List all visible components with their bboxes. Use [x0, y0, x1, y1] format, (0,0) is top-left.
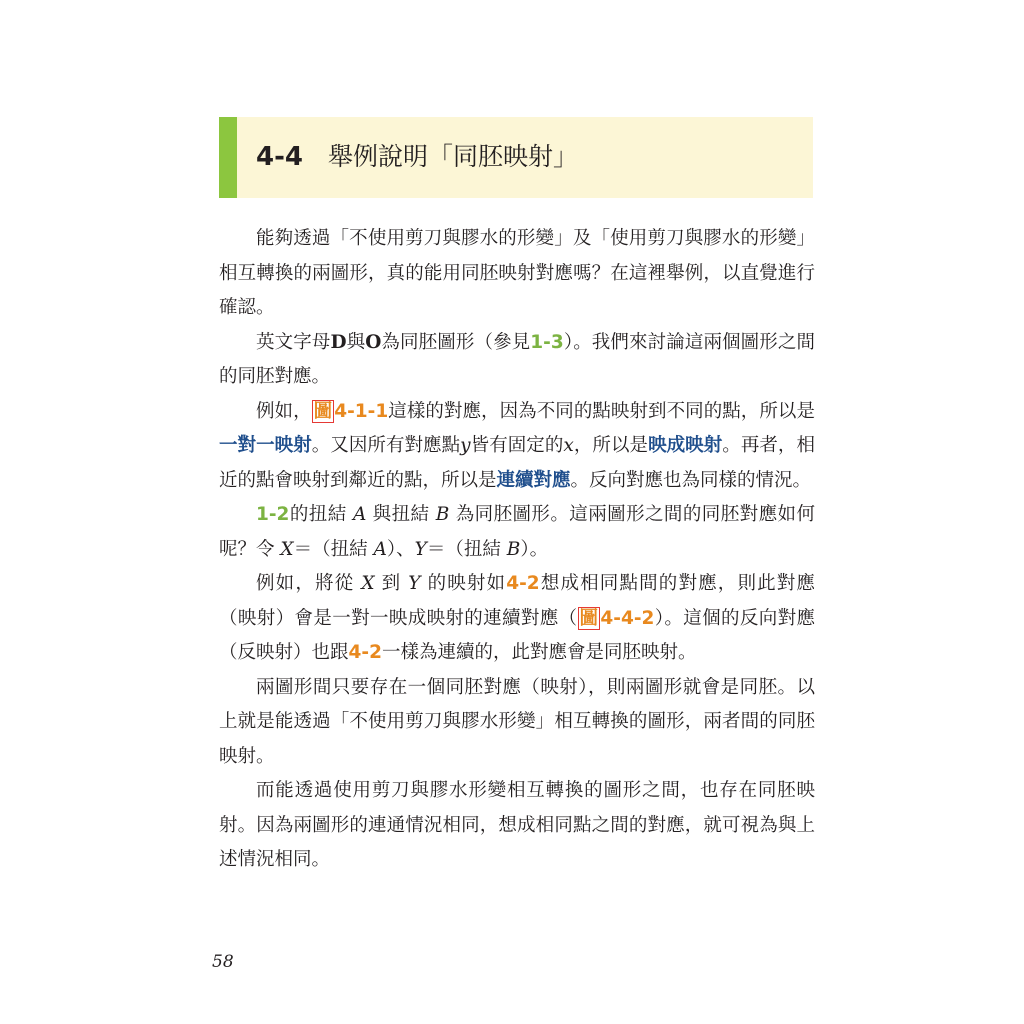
paragraph-5: [219, 567, 815, 671]
math-variable: B: [506, 538, 521, 560]
math-variable: Y: [408, 573, 421, 594]
text-run: 。又因所有對應點: [311, 435, 461, 456]
math-variable: y: [460, 435, 471, 456]
text-run: ）、: [386, 538, 415, 560]
text-run: 英文字母: [256, 331, 331, 353]
math-variable: A: [352, 504, 367, 525]
text-run: ）。: [520, 538, 549, 560]
text-run: ，所以是: [573, 435, 649, 456]
figure-reference[interactable]: [312, 400, 389, 423]
text-run: 的映射如: [427, 573, 507, 594]
text-run: 為同胚圖形。這兩圖形之間的同胚對應如何呢？令: [219, 504, 815, 560]
body-text: [219, 222, 815, 878]
section-reference[interactable]: 1-3: [530, 331, 564, 353]
paragraph-6: [219, 671, 815, 775]
section-reference[interactable]: 4-2: [348, 642, 382, 663]
figure-reference[interactable]: [578, 607, 655, 630]
text-run: ＝（扭結: [293, 538, 368, 560]
letter-o: O: [365, 331, 382, 353]
math-variable: X: [280, 538, 294, 560]
figure-label: 圖: [313, 400, 333, 422]
text-run: 皆有固定的: [470, 435, 564, 456]
text-run: 兩圖形間只要存在一個同胚對應（映射），則兩圖形就會是同胚。以上就是能透過「不使用剪刀與膠水形變」相互轉換的圖形，兩者間的同胚映射。: [219, 676, 815, 767]
text-run: 例如，: [256, 400, 312, 422]
page-number: 58: [212, 952, 234, 972]
text-run: 到: [381, 573, 402, 594]
figure-number: 4-1-1: [334, 400, 389, 422]
text-run: ＝（扭結: [426, 538, 501, 560]
text-run: 。再者，相近的點會映射到鄰近的點，所以是: [219, 435, 815, 491]
paragraph-3: [219, 395, 815, 499]
text-run: 為同胚圖形（參見: [381, 331, 531, 353]
letter-d: D: [330, 331, 347, 353]
text-run: 想成相同點間的對應，則此對應（映射）會是一對一映成映射的連續對應（: [219, 573, 815, 629]
text-run: 的扭結: [289, 504, 347, 525]
section-accent-bar: [219, 117, 237, 198]
section-number: 4-4: [256, 142, 303, 172]
figure-number: 4-4-2: [600, 607, 655, 629]
text-run: 能夠透過「不使用剪刀與膠水的形變」及「使用剪刀與膠水的形變」相互轉換的兩圖形，真的能用同胚映射對應嗎？在這裡舉例，以直覺進行確認。: [219, 228, 815, 318]
paragraph-2: [219, 326, 815, 395]
text-run: 而能透過使用剪刀與膠水形變相互轉換的圖形之間，也存在同胚映射。因為兩圖形的連通情況相同，想成相同點之間的對應，就可視為與上述情況相同。: [219, 780, 815, 870]
paragraph-1: [219, 222, 815, 326]
key-term: 連續對應: [496, 469, 571, 491]
section-reference[interactable]: 1-2: [256, 504, 290, 525]
section-reference[interactable]: 4-2: [506, 573, 540, 594]
paragraph-4: [219, 498, 815, 567]
key-term: 一對一映射: [219, 435, 312, 456]
math-variable: A: [373, 538, 387, 560]
text-run: ）。這個的反向對應（反映射）也跟: [219, 607, 815, 663]
math-variable: X: [361, 573, 375, 594]
key-term: 映成映射: [648, 435, 723, 456]
math-variable: B: [435, 504, 450, 525]
text-run: 這樣的對應，因為不同的點映射到不同的點，所以是: [388, 400, 815, 422]
text-run: 一樣為連續的，此對應會是同胚映射。: [381, 642, 697, 663]
text-run: 例如，將從: [256, 573, 355, 594]
text-run: ）。我們來討論這兩個圖形之間的同胚對應。: [219, 331, 815, 387]
section-title: 舉例說明「同胚映射」: [328, 142, 579, 171]
paragraph-7: [219, 774, 815, 878]
section-header: [219, 117, 813, 198]
math-variable: x: [563, 435, 574, 456]
text-run: 。反向對應也為同樣的情況。: [570, 469, 812, 491]
text-run: 與扭結: [372, 504, 430, 525]
figure-label: 圖: [579, 607, 599, 629]
text-run: 與: [346, 331, 366, 353]
math-variable: Y: [414, 538, 427, 560]
